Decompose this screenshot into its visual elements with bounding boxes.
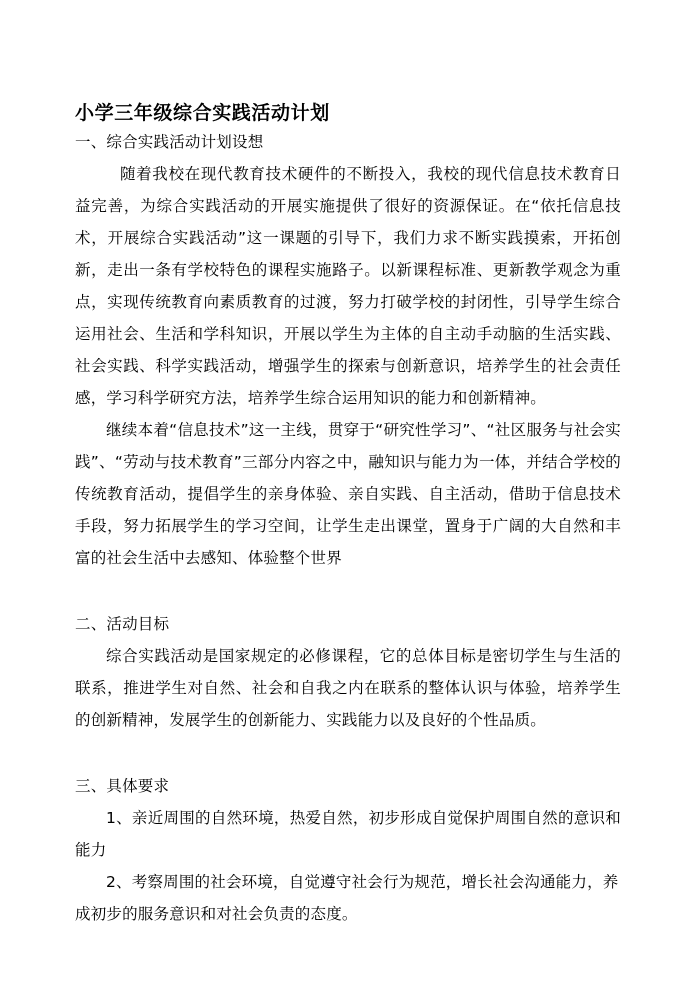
document-body <box>75 0 621 930</box>
document-blocks <box>75 126 621 930</box>
section-heading-1: 一、综合实践活动计划设想 <box>75 133 264 151</box>
requirement-item-2: 2、考察周围的社会环境，自觉遵守社会行为规范，增长社会沟通能力，养成初步的服务意识和对社会负责的态度。 <box>75 873 619 923</box>
section-heading-3: 三、具体要求 <box>75 777 170 795</box>
section-heading-2: 二、活动目标 <box>75 615 170 633</box>
requirement-item-1: 1、亲近周围的自然环境，热爱自然，初步形成自觉保护周围自然的意识和能力 <box>75 809 621 859</box>
page-title: 小学三年级综合实践活动计划 <box>75 102 330 124</box>
paragraph-plan-vision-2: 继续本着“信息技术”这一主线，贯穿于“研究性学习”、“社区服务与社会实践”、“劳动与技术教育”三部分内容之中，融知识与能力为一体，并结合学校的传统教育活动，提倡学生的亲身体验、亲自实践、自主活动，借助于信息技术手段，努力拓展学生的学习空间，让学生走出课堂，置身于广阔的大自然和丰富的社会生活中去感知、体验整个世界 <box>75 421 621 567</box>
paragraph-activity-goals: 综合实践活动是国家规定的必修课程，它的总体目标是密切学生与生活的联系，推进学生对自然、社会和自我之内在联系的整体认识与体验，培养学生的创新精神，发展学生的创新能力、实践能力以及良好的个性品质。 <box>75 647 621 729</box>
paragraph-plan-vision-1: 随着我校在现代教育技术硬件的不断投入，我校的现代信息技术教育日益完善，为综合实践活动的开展实施提供了很好的资源保证。在“依托信息技术，开展综合实践活动”这一课题的引导下，我们力求不断实践摸索，开拓创新，走出一条有学校特色的课程实施路子。以新课程标准、更新教学观念为重点，实现传统教育向素质教育的过渡，努力打破学校的封闭性，引导学生综合运用社会、生活和学科知识，开展以学生为主体的自主动手动脑的生活实践、社会实践、科学实践活动，增强学生的探索与创新意识，培养学生的社会责任感，学习科学研究方法，培养学生综合运用知识的能力和创新精神。 <box>75 165 621 407</box>
